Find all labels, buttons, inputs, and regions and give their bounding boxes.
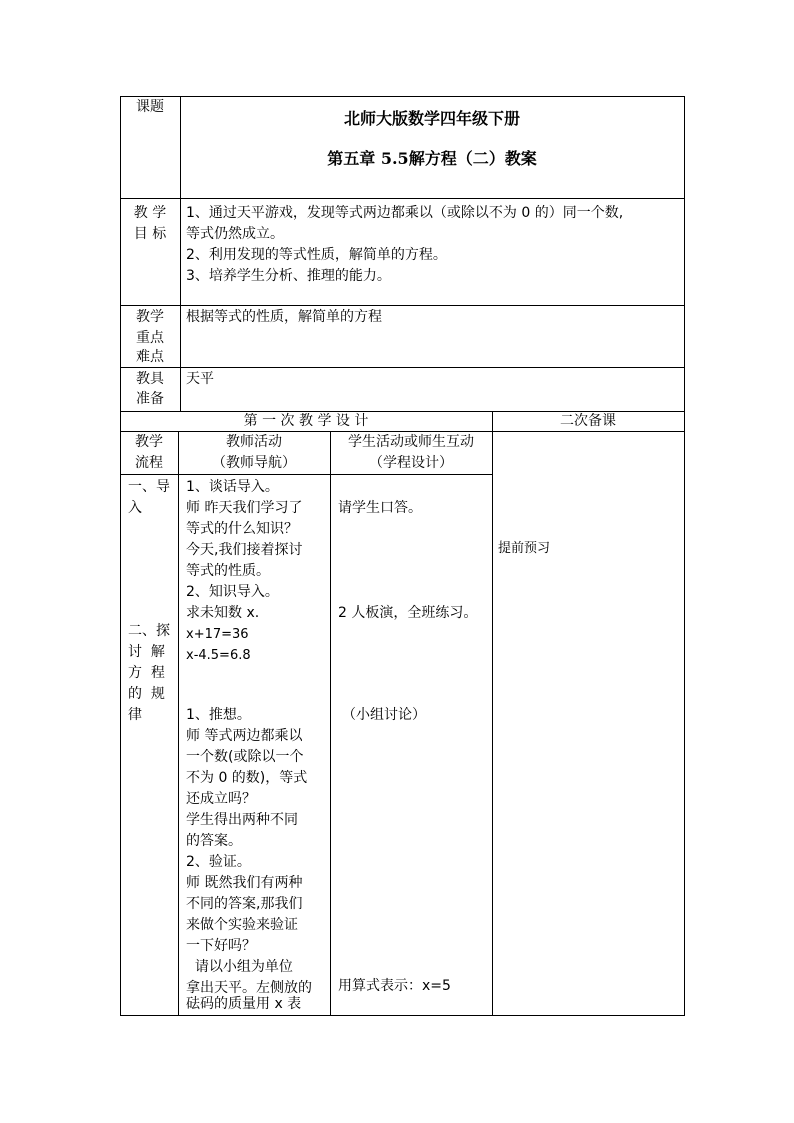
student-column-header: 学生活动或师生互动: [348, 434, 474, 450]
tools-label-line: 准备: [136, 391, 164, 407]
second-prep-heading: 二次备课: [560, 413, 616, 429]
equation-1: x+17=36: [186, 627, 249, 642]
table-border-bottom: [120, 1015, 685, 1016]
teacher-line: 不为 0 的数)，等式: [186, 770, 308, 786]
teacher-line: 2、知识导入。: [186, 584, 279, 600]
equation-2: x-4.5=6.8: [186, 648, 251, 663]
stage-label: 律: [128, 707, 142, 723]
key-points-content: 根据等式的性质，解简单的方程: [186, 309, 382, 325]
teacher-line: 的答案。: [186, 833, 242, 849]
objective-line: 3、培养学生分析、推理的能力。: [186, 268, 391, 284]
objectives-label-line2: 目 标: [133, 226, 167, 242]
col-divider: [180, 96, 181, 411]
key-points-label-line: 重点: [136, 330, 164, 346]
teacher-line: 来做个实验来验证: [186, 917, 298, 933]
student-activity: 2 人板演，全班练习。: [338, 605, 478, 621]
first-design-heading: 第 一 次 教 学 设 计: [243, 413, 369, 429]
teacher-line: 求未知数 x.: [186, 605, 260, 621]
teacher-line: 不同的答案,那我们: [186, 896, 303, 912]
student-activity: 用算式表示：x=5: [338, 978, 451, 994]
col-divider: [178, 431, 179, 1016]
col-divider: [330, 431, 331, 1016]
table-border-top: [120, 96, 685, 97]
teacher-line: 砝码的质量用 x 表: [186, 996, 302, 1012]
row-divider: [120, 198, 685, 199]
teacher-line: 拿出天平。左侧放的: [186, 980, 312, 996]
row-divider: [120, 367, 685, 368]
document-title-line1: 北师大版数学四年级下册: [343, 109, 520, 128]
teacher-line: 1、推想。: [186, 707, 251, 723]
student-activity: （小组讨论）: [342, 707, 426, 723]
document-title-line2: 第五章 5.5解方程（二）教案: [327, 149, 537, 168]
stage-label: 二、探: [128, 623, 170, 639]
teacher-line: 请以小组为单位: [186, 959, 293, 975]
key-points-label-line: 教学: [136, 309, 164, 325]
stage-label: 的 规: [128, 686, 165, 702]
teacher-line: 1、谈话导入。: [186, 479, 279, 495]
row-divider: [120, 305, 685, 306]
tools-label-line: 教具: [136, 371, 164, 387]
stage-label: 方 程: [128, 665, 165, 681]
topic-label: 课题: [136, 99, 164, 115]
teacher-column-header: （教师导航）: [212, 455, 296, 471]
second-prep-note: 提前预习: [498, 541, 551, 556]
student-column-header: （学程设计）: [369, 455, 453, 471]
teacher-line: 等式的什么知识？: [186, 521, 298, 537]
teacher-line: 等式的性质。: [186, 563, 270, 579]
objective-line: 1、通过天平游戏，发现等式两边都乘以（或除以不为 0 的）同一个数,: [186, 205, 624, 221]
teacher-line: 师 既然我们有两种: [186, 875, 303, 891]
teacher-column-header: 教师活动: [226, 434, 282, 450]
objectives-label-line1: 教 学: [133, 205, 167, 221]
key-points-label-line: 难点: [136, 349, 164, 365]
teacher-line: 今天,我们接着探讨: [186, 542, 303, 558]
teacher-line: 学生得出两种不同: [186, 812, 298, 828]
tools-content: 天平: [186, 371, 214, 387]
col-divider: [492, 411, 493, 1016]
teacher-line: 师 昨天我们学习了: [186, 500, 303, 516]
objective-line: 2、利用发现的等式性质，解简单的方程。: [186, 247, 447, 263]
student-activity: 请学生口答。: [338, 500, 422, 516]
teacher-line: 师 等式两边都乘以: [186, 728, 303, 744]
flow-column-header: 教学: [135, 434, 163, 450]
table-border-right: [684, 96, 685, 1016]
teacher-line: 还成立吗？: [186, 791, 256, 807]
lesson-plan-table: [120, 96, 685, 1016]
teacher-line: 一个数(或除以一个: [186, 749, 304, 765]
objective-line: 等式仍然成立。: [186, 226, 284, 242]
row-divider: [120, 474, 492, 475]
flow-column-header: 流程: [135, 455, 163, 471]
teacher-line: 一下好吗？: [186, 938, 256, 954]
stage-label: 入: [128, 500, 142, 516]
stage-label: 讨 解: [128, 644, 165, 660]
stage-label: 一、导: [128, 479, 170, 495]
teacher-line: 2、验证。: [186, 854, 251, 870]
